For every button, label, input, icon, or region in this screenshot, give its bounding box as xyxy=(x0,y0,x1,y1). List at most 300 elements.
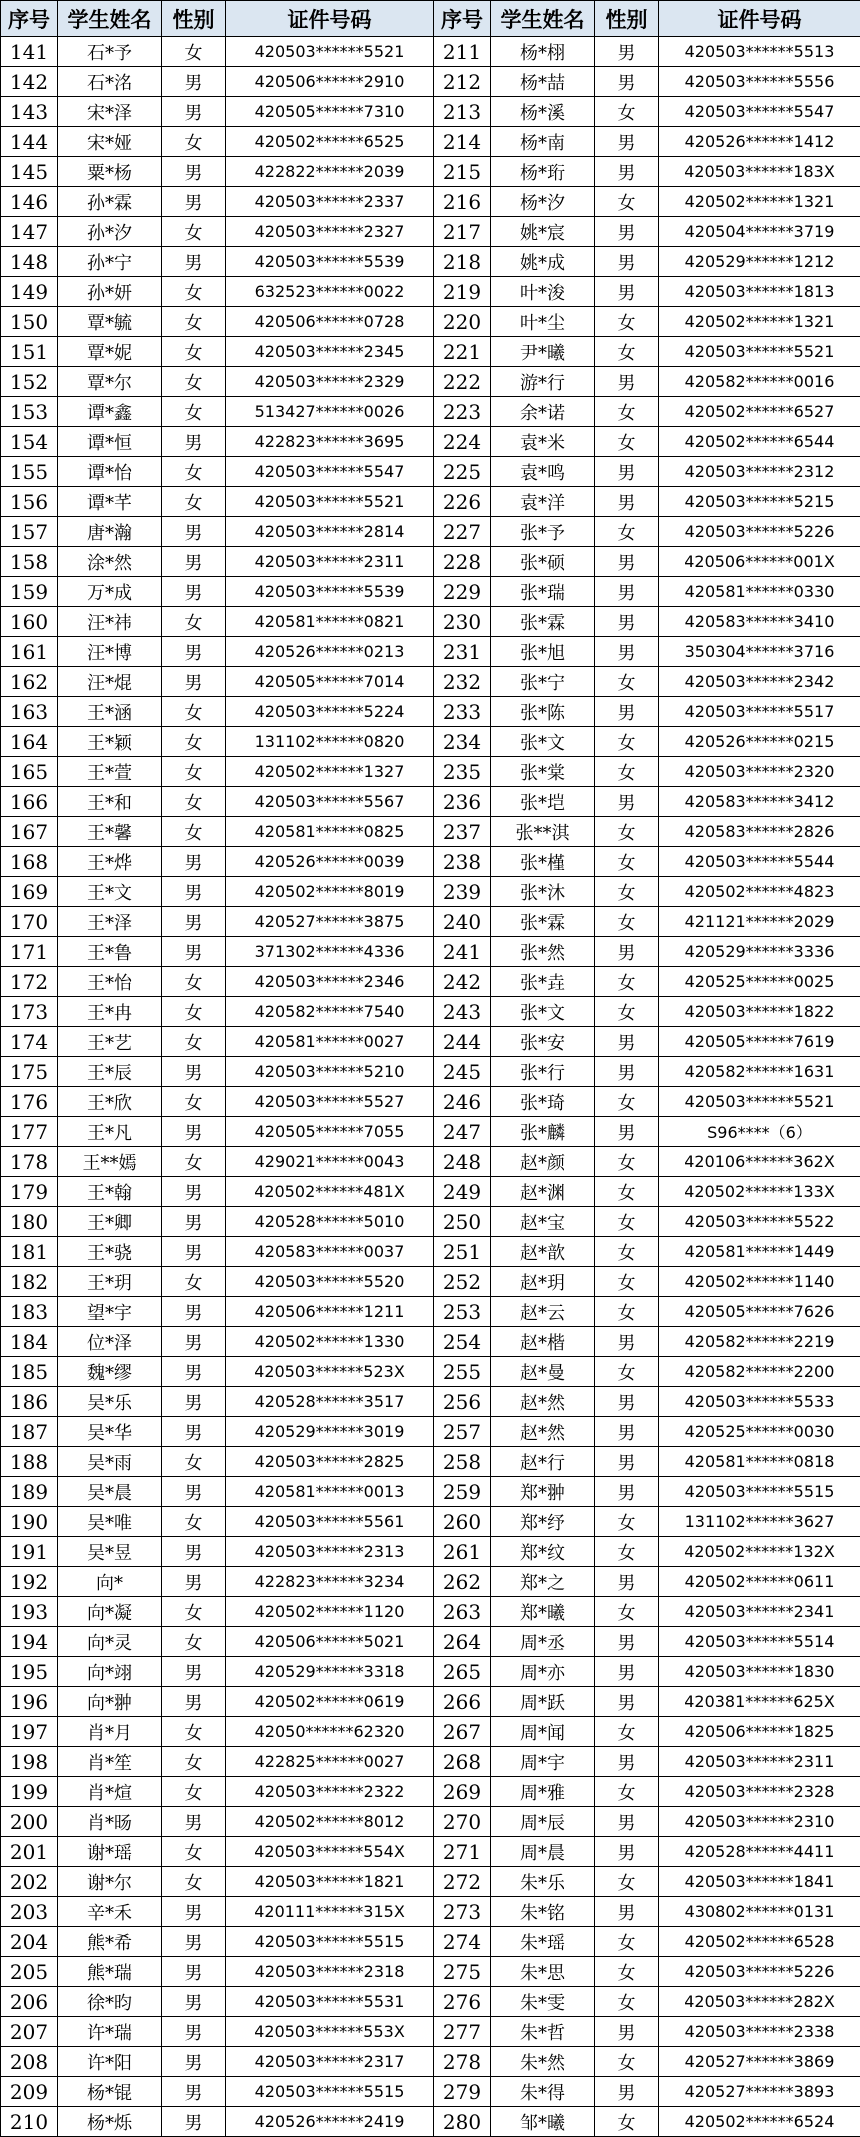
gender-cell-left: 女 xyxy=(162,607,226,637)
gender-cell-left: 男 xyxy=(162,1477,226,1507)
serial-cell-right: 259 xyxy=(434,1477,491,1507)
student-name-cell-right: 张*然 xyxy=(491,937,595,967)
gender-cell-left: 男 xyxy=(162,1957,226,1987)
student-name-cell-right: 郑*曦 xyxy=(491,1597,595,1627)
student-name-cell-left: 吴*雨 xyxy=(58,1447,162,1477)
gender-cell-left: 女 xyxy=(162,1867,226,1897)
gender-cell-right: 女 xyxy=(595,1717,659,1747)
id-number-cell-right: 420502******1321 xyxy=(659,307,860,337)
student-name-cell-right: 杨*汐 xyxy=(491,187,595,217)
gender-cell-left: 男 xyxy=(162,1207,226,1237)
student-name-cell-left: 汪*焜 xyxy=(58,667,162,697)
table-row xyxy=(1,427,860,457)
student-name-cell-right: 姚*成 xyxy=(491,247,595,277)
gender-cell-left: 男 xyxy=(162,667,226,697)
serial-cell-right: 245 xyxy=(434,1057,491,1087)
id-number-cell-left: 420503******2329 xyxy=(226,367,434,397)
id-number-cell-left: 420502******1330 xyxy=(226,1327,434,1357)
id-number-cell-left: 420503******2814 xyxy=(226,517,434,547)
table-row xyxy=(1,2077,860,2107)
gender-cell-right: 女 xyxy=(595,1237,659,1267)
id-number-cell-right: 420581******0330 xyxy=(659,577,860,607)
serial-cell-right: 271 xyxy=(434,1837,491,1867)
id-number-cell-left: 420503******5515 xyxy=(226,1927,434,1957)
table-row xyxy=(1,1597,860,1627)
table-row xyxy=(1,1777,860,1807)
gender-cell-left: 男 xyxy=(162,1387,226,1417)
table-row xyxy=(1,1327,860,1357)
gender-cell-left: 女 xyxy=(162,1717,226,1747)
gender-cell-right: 女 xyxy=(595,967,659,997)
student-name-cell-left: 吴*昱 xyxy=(58,1537,162,1567)
gender-cell-right: 女 xyxy=(595,877,659,907)
id-number-cell-right: 420503******5514 xyxy=(659,1627,860,1657)
gender-cell-left: 女 xyxy=(162,37,226,67)
id-number-cell-left: 420526******0213 xyxy=(226,637,434,667)
header-serial-right: 序号 xyxy=(434,1,491,37)
id-number-cell-left: 420503******1821 xyxy=(226,1867,434,1897)
id-number-cell-right: 420504******3719 xyxy=(659,217,860,247)
gender-cell-left: 男 xyxy=(162,2107,226,2137)
serial-cell-left: 199 xyxy=(1,1777,58,1807)
table-row xyxy=(1,367,860,397)
id-number-cell-right: 420503******5515 xyxy=(659,1477,860,1507)
table-row xyxy=(1,1117,860,1147)
serial-cell-left: 154 xyxy=(1,427,58,457)
serial-cell-left: 148 xyxy=(1,247,58,277)
student-name-cell-right: 赵*宝 xyxy=(491,1207,595,1237)
id-number-cell-left: 422822******2039 xyxy=(226,157,434,187)
serial-cell-right: 261 xyxy=(434,1537,491,1567)
table-row xyxy=(1,667,860,697)
student-name-cell-right: 杨*喆 xyxy=(491,67,595,97)
id-number-cell-right: 420503******5226 xyxy=(659,517,860,547)
id-number-cell-right: 420502******132X xyxy=(659,1537,860,1567)
id-number-cell-right: 420583******3412 xyxy=(659,787,860,817)
student-name-cell-left: 王*泽 xyxy=(58,907,162,937)
serial-cell-left: 191 xyxy=(1,1537,58,1567)
student-name-cell-left: 谢*尔 xyxy=(58,1867,162,1897)
gender-cell-left: 男 xyxy=(162,1057,226,1087)
gender-cell-left: 男 xyxy=(162,1657,226,1687)
serial-cell-left: 147 xyxy=(1,217,58,247)
gender-cell-left: 男 xyxy=(162,637,226,667)
serial-cell-right: 275 xyxy=(434,1957,491,1987)
id-number-cell-right: 420503******1841 xyxy=(659,1867,860,1897)
id-number-cell-left: 513427******0026 xyxy=(226,397,434,427)
table-row xyxy=(1,727,860,757)
id-number-cell-right: 420582******2200 xyxy=(659,1357,860,1387)
gender-cell-right: 男 xyxy=(595,1477,659,1507)
serial-cell-right: 242 xyxy=(434,967,491,997)
serial-cell-right: 217 xyxy=(434,217,491,247)
student-name-cell-left: 谭*怡 xyxy=(58,457,162,487)
serial-cell-left: 204 xyxy=(1,1927,58,1957)
table-row xyxy=(1,577,860,607)
serial-cell-right: 230 xyxy=(434,607,491,637)
gender-cell-right: 男 xyxy=(595,1327,659,1357)
student-name-cell-left: 杨*锟 xyxy=(58,2077,162,2107)
serial-cell-right: 232 xyxy=(434,667,491,697)
student-name-cell-left: 覃*尔 xyxy=(58,367,162,397)
id-number-cell-right: 420505******7619 xyxy=(659,1027,860,1057)
table-row xyxy=(1,607,860,637)
gender-cell-left: 男 xyxy=(162,577,226,607)
gender-cell-right: 女 xyxy=(595,1147,659,1177)
student-name-cell-right: 朱*铭 xyxy=(491,1897,595,1927)
serial-cell-right: 255 xyxy=(434,1357,491,1387)
id-number-cell-right: 421121******2029 xyxy=(659,907,860,937)
id-number-cell-left: 420503******553X xyxy=(226,2017,434,2047)
student-name-cell-left: 王*烨 xyxy=(58,847,162,877)
serial-cell-right: 244 xyxy=(434,1027,491,1057)
gender-cell-right: 男 xyxy=(595,697,659,727)
table-row xyxy=(1,1987,860,2017)
student-name-cell-left: 向*灵 xyxy=(58,1627,162,1657)
id-number-cell-left: 422823******3695 xyxy=(226,427,434,457)
header-gender-left: 性别 xyxy=(162,1,226,37)
header-row xyxy=(1,1,860,37)
gender-cell-left: 男 xyxy=(162,517,226,547)
id-number-cell-left: 420528******5010 xyxy=(226,1207,434,1237)
gender-cell-right: 男 xyxy=(595,487,659,517)
table-row xyxy=(1,1537,860,1567)
student-name-cell-right: 赵*曼 xyxy=(491,1357,595,1387)
serial-cell-right: 212 xyxy=(434,67,491,97)
gender-cell-right: 男 xyxy=(595,1687,659,1717)
student-name-cell-right: 郑*纹 xyxy=(491,1537,595,1567)
serial-cell-left: 151 xyxy=(1,337,58,367)
student-name-cell-right: 赵*然 xyxy=(491,1417,595,1447)
gender-cell-left: 男 xyxy=(162,1297,226,1327)
gender-cell-left: 女 xyxy=(162,757,226,787)
table-row xyxy=(1,1387,860,1417)
gender-cell-left: 男 xyxy=(162,1927,226,1957)
serial-cell-left: 155 xyxy=(1,457,58,487)
id-number-cell-left: 420503******2337 xyxy=(226,187,434,217)
serial-cell-right: 211 xyxy=(434,37,491,67)
student-name-cell-left: 王*和 xyxy=(58,787,162,817)
serial-cell-right: 239 xyxy=(434,877,491,907)
table-row xyxy=(1,1087,860,1117)
gender-cell-right: 男 xyxy=(595,277,659,307)
gender-cell-right: 女 xyxy=(595,1777,659,1807)
gender-cell-right: 男 xyxy=(595,367,659,397)
id-number-cell-right: 420503******2341 xyxy=(659,1597,860,1627)
serial-cell-right: 214 xyxy=(434,127,491,157)
id-number-cell-right: 420502******6528 xyxy=(659,1927,860,1957)
serial-cell-right: 231 xyxy=(434,637,491,667)
student-name-cell-right: 朱*得 xyxy=(491,2077,595,2107)
student-name-cell-right: 袁*洋 xyxy=(491,487,595,517)
serial-cell-right: 274 xyxy=(434,1927,491,1957)
student-name-cell-left: 谢*瑶 xyxy=(58,1837,162,1867)
student-name-cell-right: 叶*浚 xyxy=(491,277,595,307)
student-name-cell-right: 朱*思 xyxy=(491,1957,595,1987)
gender-cell-right: 女 xyxy=(595,1957,659,1987)
gender-cell-right: 女 xyxy=(595,337,659,367)
gender-cell-right: 男 xyxy=(595,217,659,247)
gender-cell-right: 女 xyxy=(595,1597,659,1627)
header-serial-left: 序号 xyxy=(1,1,58,37)
serial-cell-left: 161 xyxy=(1,637,58,667)
table-row xyxy=(1,1417,860,1447)
id-number-cell-right: 420502******133X xyxy=(659,1177,860,1207)
student-name-cell-left: 肖*笙 xyxy=(58,1747,162,1777)
student-name-cell-left: 向*翊 xyxy=(58,1657,162,1687)
gender-cell-right: 女 xyxy=(595,667,659,697)
id-number-cell-right: 420502******6524 xyxy=(659,2107,860,2137)
id-number-cell-left: 422823******3234 xyxy=(226,1567,434,1597)
gender-cell-left: 男 xyxy=(162,427,226,457)
serial-cell-left: 181 xyxy=(1,1237,58,1267)
gender-cell-right: 男 xyxy=(595,547,659,577)
student-name-cell-right: 张*文 xyxy=(491,997,595,1027)
table-row xyxy=(1,337,860,367)
id-number-cell-left: 420581******0013 xyxy=(226,1477,434,1507)
serial-cell-right: 236 xyxy=(434,787,491,817)
id-number-cell-left: 420503******5521 xyxy=(226,487,434,517)
table-row xyxy=(1,1717,860,1747)
student-name-cell-left: 熊*瑞 xyxy=(58,1957,162,1987)
student-name-cell-left: 王*馨 xyxy=(58,817,162,847)
gender-cell-right: 女 xyxy=(595,817,659,847)
gender-cell-left: 男 xyxy=(162,1237,226,1267)
gender-cell-left: 男 xyxy=(162,1327,226,1357)
id-number-cell-right: 420503******1822 xyxy=(659,997,860,1027)
id-number-cell-right: 420502******1140 xyxy=(659,1267,860,1297)
gender-cell-left: 男 xyxy=(162,937,226,967)
gender-cell-right: 女 xyxy=(595,907,659,937)
id-number-cell-right: 420503******5522 xyxy=(659,1207,860,1237)
id-number-cell-left: 131102******0820 xyxy=(226,727,434,757)
table-row xyxy=(1,97,860,127)
id-number-cell-left: 420503******2317 xyxy=(226,2047,434,2077)
gender-cell-right: 男 xyxy=(595,1387,659,1417)
gender-cell-right: 男 xyxy=(595,1807,659,1837)
id-number-cell-right: S96****（6） xyxy=(659,1117,860,1147)
gender-cell-right: 女 xyxy=(595,847,659,877)
student-name-cell-right: 周*辰 xyxy=(491,1807,595,1837)
table-row xyxy=(1,1687,860,1717)
student-name-cell-right: 朱*雯 xyxy=(491,1987,595,2017)
table-row xyxy=(1,2017,860,2047)
gender-cell-left: 男 xyxy=(162,67,226,97)
serial-cell-right: 226 xyxy=(434,487,491,517)
table-row xyxy=(1,1927,860,1957)
id-number-cell-left: 420505******7055 xyxy=(226,1117,434,1147)
gender-cell-right: 女 xyxy=(595,1267,659,1297)
student-name-cell-left: 石*予 xyxy=(58,37,162,67)
gender-cell-right: 女 xyxy=(595,1537,659,1567)
id-number-cell-right: 420503******2328 xyxy=(659,1777,860,1807)
gender-cell-right: 男 xyxy=(595,1657,659,1687)
gender-cell-left: 男 xyxy=(162,1567,226,1597)
serial-cell-right: 254 xyxy=(434,1327,491,1357)
table-row xyxy=(1,637,860,667)
student-name-cell-left: 魏*缪 xyxy=(58,1357,162,1387)
gender-cell-right: 男 xyxy=(595,1117,659,1147)
serial-cell-right: 249 xyxy=(434,1177,491,1207)
gender-cell-right: 女 xyxy=(595,517,659,547)
gender-cell-left: 男 xyxy=(162,1417,226,1447)
student-name-cell-right: 张*瑞 xyxy=(491,577,595,607)
id-number-cell-left: 420502******8019 xyxy=(226,877,434,907)
serial-cell-right: 265 xyxy=(434,1657,491,1687)
gender-cell-right: 男 xyxy=(595,1897,659,1927)
student-name-cell-right: 赵*歆 xyxy=(491,1237,595,1267)
gender-cell-left: 男 xyxy=(162,1987,226,2017)
serial-cell-left: 158 xyxy=(1,547,58,577)
id-number-cell-left: 420583******0037 xyxy=(226,1237,434,1267)
table-row xyxy=(1,307,860,337)
id-number-cell-right: 420582******0016 xyxy=(659,367,860,397)
id-number-cell-left: 420505******7310 xyxy=(226,97,434,127)
serial-cell-left: 189 xyxy=(1,1477,58,1507)
gender-cell-left: 女 xyxy=(162,487,226,517)
gender-cell-right: 女 xyxy=(595,1207,659,1237)
id-number-cell-left: 420503******5539 xyxy=(226,577,434,607)
student-name-cell-right: 周*宇 xyxy=(491,1747,595,1777)
gender-cell-left: 女 xyxy=(162,457,226,487)
serial-cell-right: 262 xyxy=(434,1567,491,1597)
student-name-cell-right: 郑*纾 xyxy=(491,1507,595,1537)
serial-cell-right: 243 xyxy=(434,997,491,1027)
id-number-cell-left: 420503******2825 xyxy=(226,1447,434,1477)
student-name-cell-left: 万*成 xyxy=(58,577,162,607)
student-name-cell-left: 许*阳 xyxy=(58,2047,162,2077)
id-number-cell-right: 420503******1813 xyxy=(659,277,860,307)
id-number-cell-right: 420583******2826 xyxy=(659,817,860,847)
serial-cell-right: 250 xyxy=(434,1207,491,1237)
id-number-cell-left: 420503******2346 xyxy=(226,967,434,997)
table-row xyxy=(1,2107,860,2137)
student-name-cell-right: 张*陈 xyxy=(491,697,595,727)
gender-cell-left: 男 xyxy=(162,1537,226,1567)
id-number-cell-left: 420581******0825 xyxy=(226,817,434,847)
id-number-cell-left: 632523******0022 xyxy=(226,277,434,307)
gender-cell-right: 女 xyxy=(595,1087,659,1117)
student-name-cell-right: 张*麟 xyxy=(491,1117,595,1147)
id-number-cell-left: 420503******5210 xyxy=(226,1057,434,1087)
gender-cell-right: 女 xyxy=(595,997,659,1027)
serial-cell-left: 145 xyxy=(1,157,58,187)
gender-cell-left: 女 xyxy=(162,697,226,727)
student-name-cell-left: 唐*瀚 xyxy=(58,517,162,547)
student-name-cell-left: 向* xyxy=(58,1567,162,1597)
student-name-cell-left: 吴*乐 xyxy=(58,1387,162,1417)
student-name-cell-left: 肖*旸 xyxy=(58,1807,162,1837)
student-name-cell-right: 周*跃 xyxy=(491,1687,595,1717)
gender-cell-right: 男 xyxy=(595,607,659,637)
student-name-cell-right: 周*丞 xyxy=(491,1627,595,1657)
gender-cell-left: 男 xyxy=(162,1117,226,1147)
serial-cell-left: 164 xyxy=(1,727,58,757)
id-number-cell-right: 420583******3410 xyxy=(659,607,860,637)
serial-cell-left: 201 xyxy=(1,1837,58,1867)
serial-cell-left: 203 xyxy=(1,1897,58,1927)
student-name-cell-right: 张*安 xyxy=(491,1027,595,1057)
gender-cell-left: 女 xyxy=(162,307,226,337)
id-number-cell-left: 42050******62320 xyxy=(226,1717,434,1747)
student-name-cell-right: 张*垚 xyxy=(491,967,595,997)
student-name-cell-right: 张*宁 xyxy=(491,667,595,697)
student-name-cell-right: 袁*鸣 xyxy=(491,457,595,487)
student-name-cell-right: 邹*曦 xyxy=(491,2107,595,2137)
student-name-cell-left: 王*怡 xyxy=(58,967,162,997)
id-number-cell-left: 420506******2910 xyxy=(226,67,434,97)
header-name-right: 学生姓名 xyxy=(491,1,595,37)
student-name-cell-left: 谭*恒 xyxy=(58,427,162,457)
id-number-cell-right: 420381******625X xyxy=(659,1687,860,1717)
table-row xyxy=(1,1297,860,1327)
serial-cell-left: 150 xyxy=(1,307,58,337)
gender-cell-right: 男 xyxy=(595,1747,659,1777)
student-name-cell-left: 王*鲁 xyxy=(58,937,162,967)
serial-cell-left: 168 xyxy=(1,847,58,877)
student-name-cell-right: 杨*珩 xyxy=(491,157,595,187)
id-number-cell-left: 422825******0027 xyxy=(226,1747,434,1777)
table-row xyxy=(1,907,860,937)
table-row xyxy=(1,277,860,307)
id-number-cell-right: 420503******2312 xyxy=(659,457,860,487)
serial-cell-right: 258 xyxy=(434,1447,491,1477)
serial-cell-left: 202 xyxy=(1,1867,58,1897)
id-number-cell-right: 420503******2342 xyxy=(659,667,860,697)
gender-cell-right: 女 xyxy=(595,307,659,337)
gender-cell-right: 女 xyxy=(595,187,659,217)
id-number-cell-right: 430802******0131 xyxy=(659,1897,860,1927)
table-row xyxy=(1,1567,860,1597)
gender-cell-right: 男 xyxy=(595,67,659,97)
table-row xyxy=(1,67,860,97)
serial-cell-left: 200 xyxy=(1,1807,58,1837)
serial-cell-right: 215 xyxy=(434,157,491,187)
serial-cell-left: 173 xyxy=(1,997,58,1027)
student-name-cell-left: 王*颖 xyxy=(58,727,162,757)
id-number-cell-right: 420503******5521 xyxy=(659,337,860,367)
student-name-cell-right: 叶*尘 xyxy=(491,307,595,337)
gender-cell-left: 女 xyxy=(162,337,226,367)
id-number-cell-right: 420529******1212 xyxy=(659,247,860,277)
id-number-cell-left: 420502******1327 xyxy=(226,757,434,787)
serial-cell-left: 144 xyxy=(1,127,58,157)
student-name-cell-right: 杨*栩 xyxy=(491,37,595,67)
id-number-cell-right: 420106******362X xyxy=(659,1147,860,1177)
serial-cell-left: 149 xyxy=(1,277,58,307)
gender-cell-right: 男 xyxy=(595,1627,659,1657)
serial-cell-left: 184 xyxy=(1,1327,58,1357)
id-number-cell-right: 420503******2338 xyxy=(659,2017,860,2047)
student-name-cell-right: 张*霖 xyxy=(491,607,595,637)
id-number-cell-right: 420503******282X xyxy=(659,1987,860,2017)
id-number-cell-left: 420503******2322 xyxy=(226,1777,434,1807)
serial-cell-right: 251 xyxy=(434,1237,491,1267)
table-row xyxy=(1,397,860,427)
id-number-cell-right: 420502******4823 xyxy=(659,877,860,907)
id-number-cell-right: 420502******6544 xyxy=(659,427,860,457)
table-row xyxy=(1,1897,860,1927)
student-name-cell-right: 游*行 xyxy=(491,367,595,397)
serial-cell-right: 263 xyxy=(434,1597,491,1627)
table-row xyxy=(1,547,860,577)
id-number-cell-left: 420502******1120 xyxy=(226,1597,434,1627)
gender-cell-left: 男 xyxy=(162,247,226,277)
serial-cell-left: 143 xyxy=(1,97,58,127)
table-row xyxy=(1,157,860,187)
serial-cell-left: 183 xyxy=(1,1297,58,1327)
student-name-cell-right: 赵*行 xyxy=(491,1447,595,1477)
